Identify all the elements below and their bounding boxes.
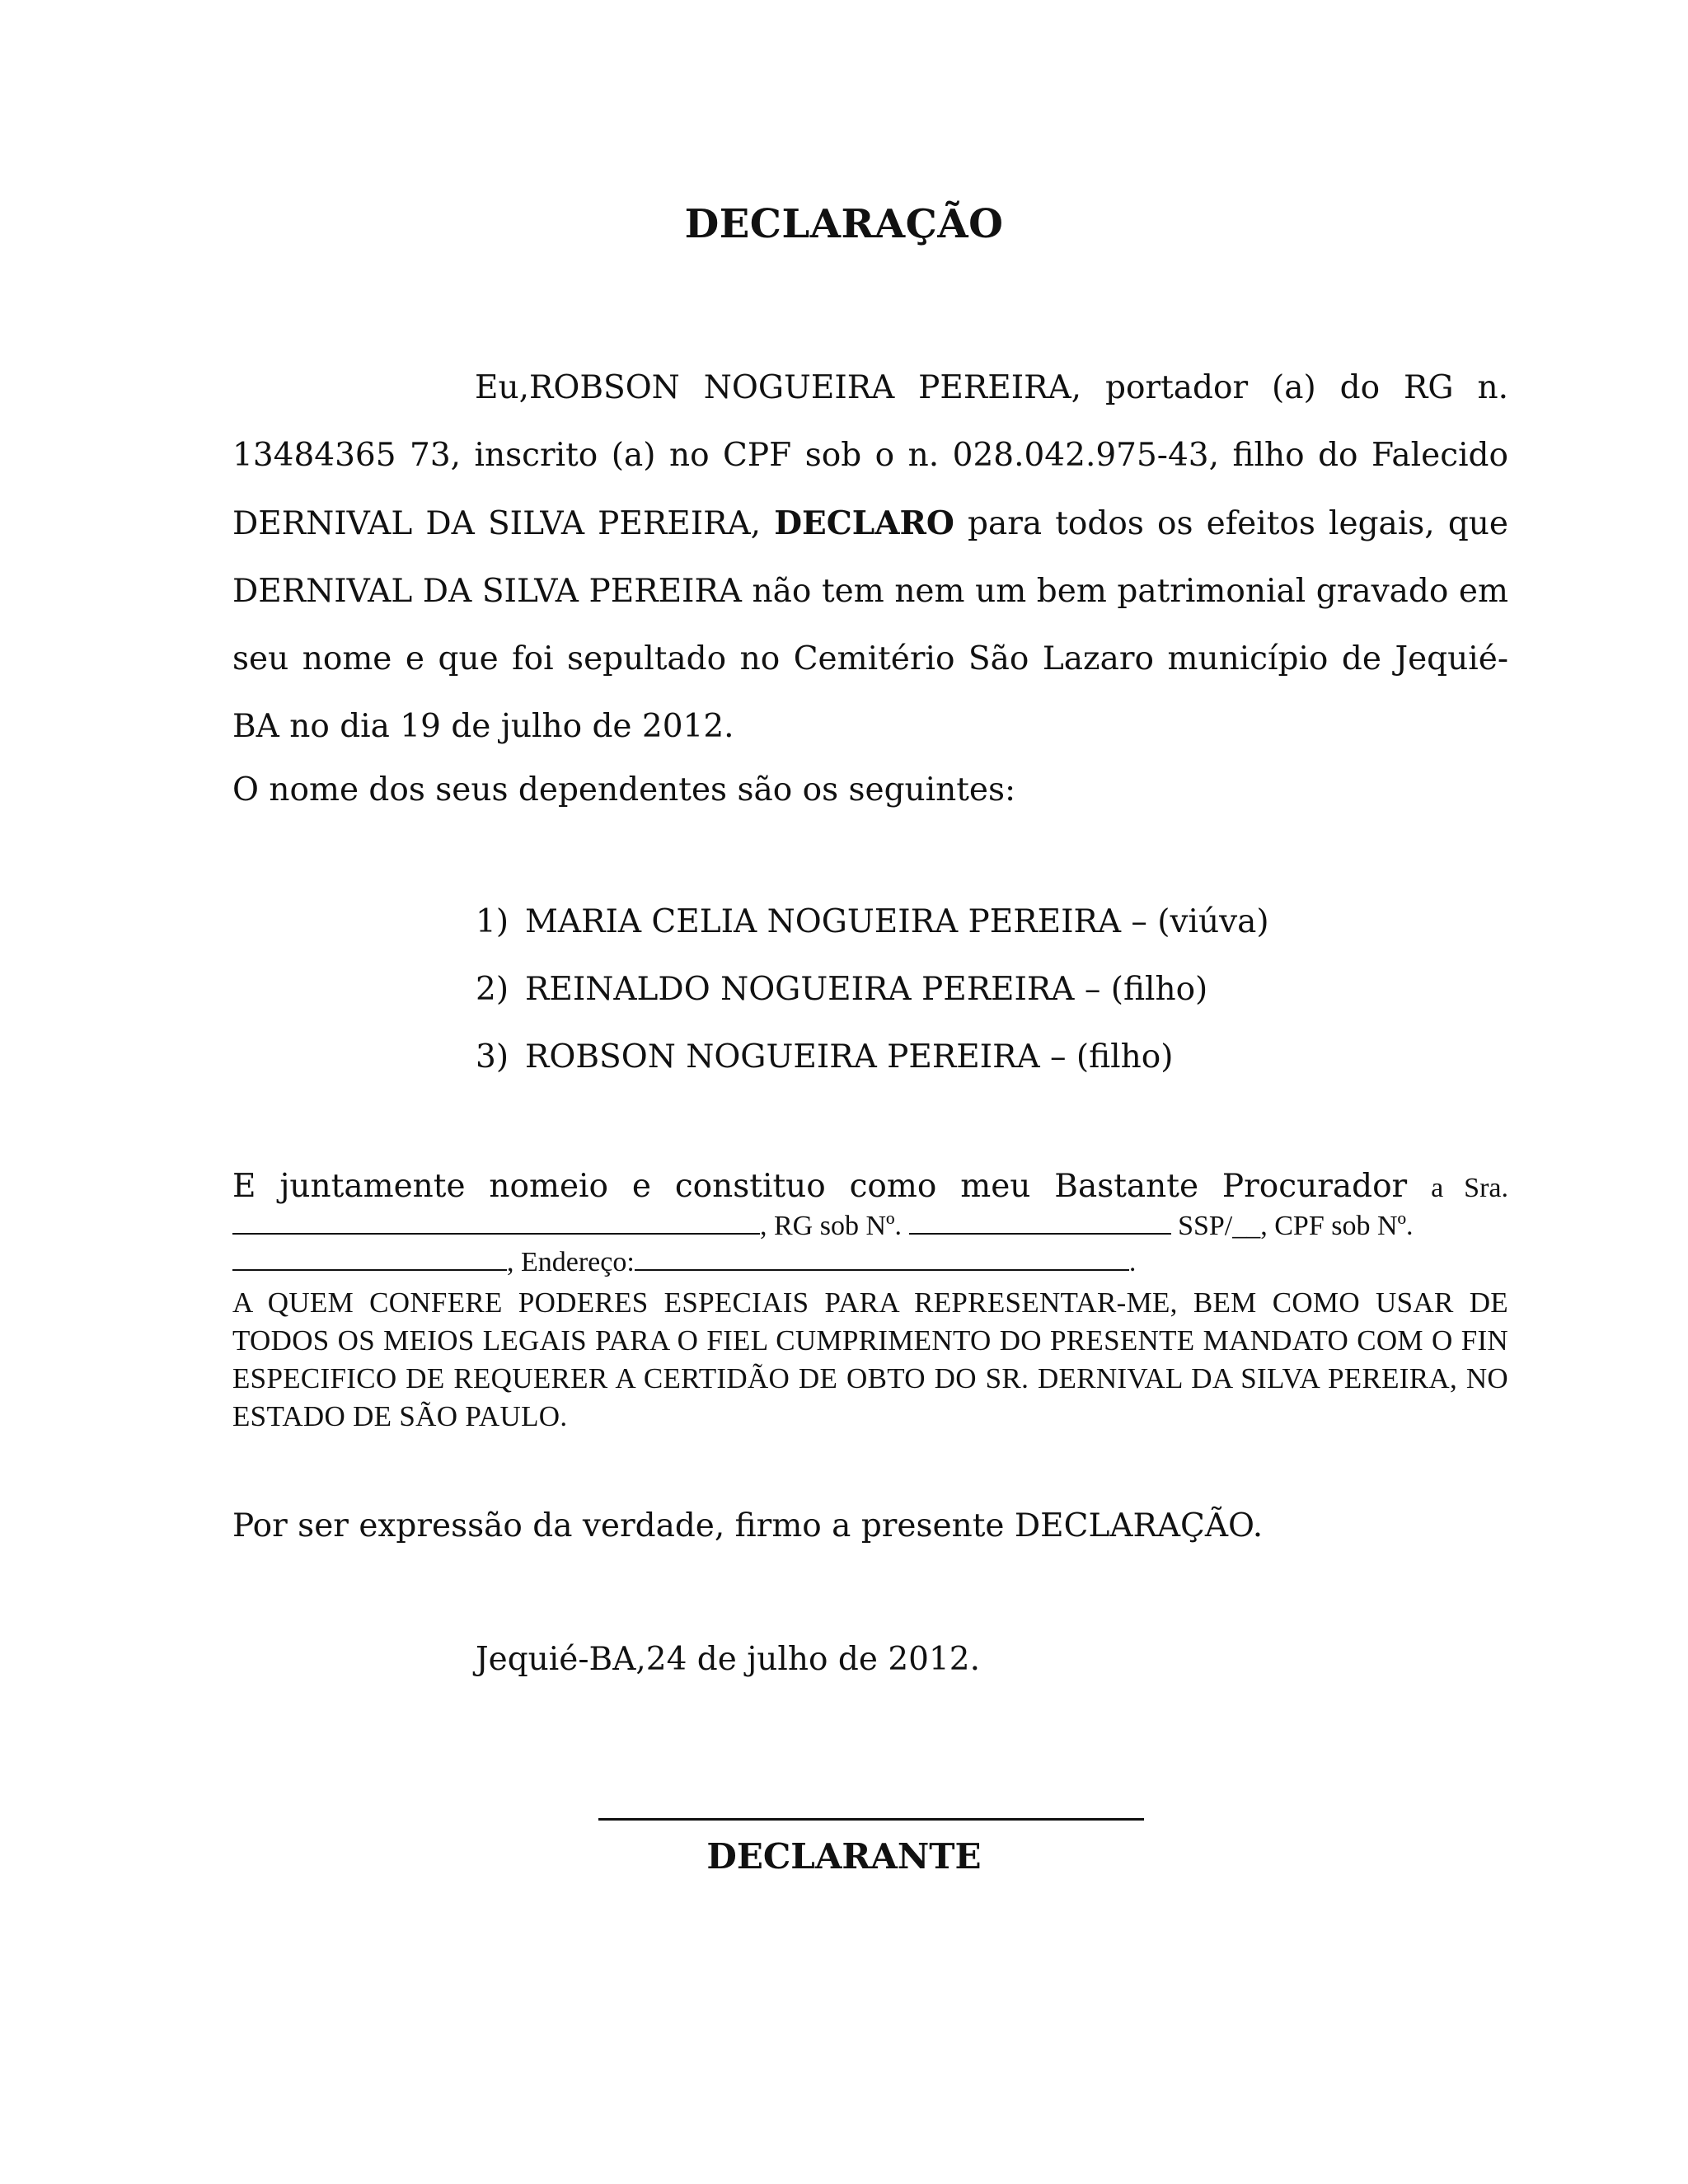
list-item-text: REINALDO NOGUEIRA PEREIRA – (filho)	[525, 971, 1208, 1008]
declaration-text-part1: Eu,ROBSON NOGUEIRA PEREIRA, portador (a) do RG n. 13484365 73, inscrito (a) no CPF sob o n. 028.042.975-43, filho do Falecido DERNIVAL DA SILVA PEREIRA,	[232, 369, 1508, 542]
rg-blank-line	[909, 1208, 1171, 1235]
list-item	[476, 1024, 1269, 1091]
ssp-cpf-label: SSP/__, CPF sob Nº.	[1178, 1211, 1414, 1241]
address-end-mark: .	[1128, 1247, 1137, 1277]
dependents-intro: O nome dos seus dependentes são os seguintes:	[232, 771, 1016, 808]
list-item-number: 2)	[476, 971, 509, 1008]
document-title: DECLARAÇÃO	[684, 201, 1004, 247]
name-blank-line	[232, 1208, 760, 1235]
address-label: , Endereço:	[507, 1247, 635, 1277]
list-item	[476, 888, 1269, 956]
list-item-text: ROBSON NOGUEIRA PEREIRA – (filho)	[525, 1038, 1174, 1076]
dependents-list	[476, 888, 1269, 1091]
procuration-main-text: E juntamente nomeio e constituo como meu Bastante Procurador	[232, 1168, 1408, 1205]
address-blank-line	[635, 1244, 1129, 1271]
declaration-emphasis: DECLARO	[774, 504, 954, 542]
rg-label: , RG sob Nº.	[760, 1211, 903, 1241]
declaration-paragraph	[232, 354, 1508, 761]
powers-paragraph: A QUEM CONFERE PODERES ESPECIAIS PARA REPRESENTAR-ME, BEM COMO USAR DE TODOS OS MEIOS LEGAIS PARA O FIEL CUMPRIMENTO DO PRESENTE MANDATO COM O FIN ESPECIFICO DE REQUERER A CERTIDÃO DE OBTO DO SR. DERNIVAL DA SILVA PEREIRA, NO ESTADO DE SÃO PAULO.	[232, 1286, 1508, 1432]
list-item-number: 3)	[476, 1038, 509, 1076]
procuration-addressee: a Sra.	[1431, 1173, 1509, 1203]
list-item	[476, 956, 1269, 1024]
place-date: Jequié-BA,24 de julho de 2012.	[476, 1641, 980, 1678]
closing-sentence: Por ser expressão da verdade, firmo a presente DECLARAÇÃO.	[232, 1507, 1264, 1544]
signature-label: DECLARANTE	[706, 1836, 982, 1877]
procuration-line-address	[232, 1244, 1508, 1281]
cpf-blank-line	[232, 1244, 507, 1271]
list-item-text: MARIA CELIA NOGUEIRA PEREIRA – (viúva)	[525, 903, 1269, 940]
list-item-number: 1)	[476, 903, 509, 940]
declaration-text-part2: para todos os efeitos legais, que DERNIVAL DA SILVA PEREIRA não tem nem um bem patrimonial gravado em seu nome e que foi sepultado no Cemitério São Lazaro município de Jequié-BA no dia 19 de julho de 2012.	[232, 505, 1508, 745]
procuration-sentence	[232, 1164, 1508, 1212]
signature-line	[598, 1818, 1144, 1821]
procuration-line-name-rg	[232, 1208, 1508, 1244]
